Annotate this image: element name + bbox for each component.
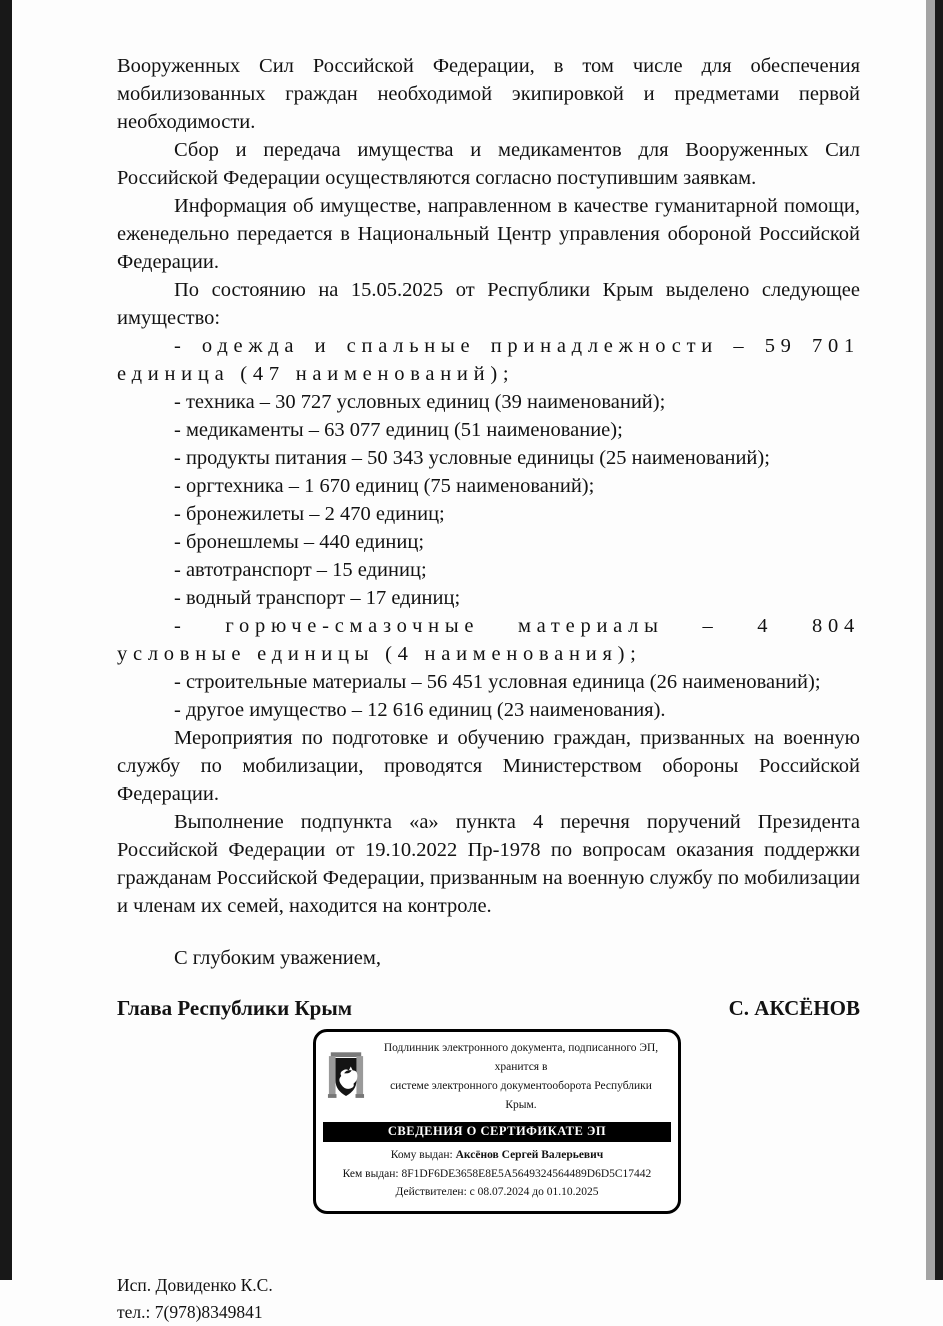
page-edge-right <box>935 0 943 1280</box>
paragraph-6: - техника – 30 727 условных единиц (39 наименований); <box>174 391 666 413</box>
page-edge-left <box>0 0 12 1280</box>
stamp-storage-note-line1: Подлинник электронного документа, подписанного ЭП, хранится в <box>383 1042 659 1073</box>
executor-block <box>117 1272 860 1326</box>
scrollbar-track <box>926 0 935 1280</box>
certificate-header: СВЕДЕНИЯ О СЕРТИФИКАТЕ ЭП <box>323 1122 671 1143</box>
paragraph-17: Мероприятия по подготовке и обучению граждан, призванных на военную службу по мобилизации, проводятся Министерством обороны Российской Федерации. <box>117 727 860 805</box>
certificate-issued-by: Кем выдан: 8F1DF6DE3658E8E5A5649324564489D6D5C17442 <box>342 1167 652 1180</box>
paragraph-11: - бронешлемы – 440 единиц; <box>174 531 425 553</box>
paragraph-5: - одежда и спальные принадлежности – 59 701 единица (47 наименований); <box>117 335 860 385</box>
certificate-issued-to-value: Аксёнов Сергей Валерьевич <box>455 1149 604 1162</box>
paragraph-14: - горюче-смазочные материалы – 4 804 условные единицы (4 наименования); <box>117 615 860 665</box>
paragraph-1: Вооруженных Сил Российской Федерации, в том числе для обеспечения мобилизованных граждан необходимой экипировкой и предметами первой необходимости. <box>117 55 860 133</box>
stamp-storage-note <box>375 1039 667 1115</box>
paragraph-7: - медикаменты – 63 077 единиц (51 наименование); <box>174 419 623 441</box>
signatory-name: С. АКСЁНОВ <box>728 996 860 1020</box>
executor-name: Исп. Довиденко К.С. <box>117 1274 273 1295</box>
paragraph-8: - продукты питания – 50 343 условные единицы (25 наименований); <box>174 447 770 469</box>
paragraph-4: По состоянию на 15.05.2025 от Республики Крым выделено следующее имущество: <box>117 279 860 329</box>
paragraph-9: - оргтехника – 1 670 единиц (75 наименований); <box>174 475 595 497</box>
paragraph-12: - автотранспорт – 15 единиц; <box>174 559 427 581</box>
paragraph-18: Выполнение подпункта «а» пункта 4 перечня поручений Президента Российской Федерации от 19.10.2022 Пр-1978 по вопросам оказания поддержки гражданам Российской Федерации, призванным на военную службу по мобилизации и членам их семей, находится на контроле. <box>117 811 860 917</box>
closing-salutation: С глубоким уважением, <box>174 947 381 969</box>
paragraph-3: Информация об имуществе, направленном в качестве гуманитарной помощи, еженедельно передается в Национальный Центр управления обороной Российской Федерации. <box>117 195 860 273</box>
certificate-issued-to <box>321 1146 673 1164</box>
executor-phone: тел.: 7(978)8349841 <box>117 1301 263 1322</box>
certificate-validity: Действителен: с 08.07.2024 до 01.10.2025 <box>395 1186 599 1199</box>
paragraph-15: - строительные материалы – 56 451 условная единица (26 наименований); <box>174 671 821 693</box>
certificate-issued-to-label: Кому выдан: <box>390 1149 453 1162</box>
digital-signature-stamp <box>313 1029 681 1214</box>
signatory-position: Глава Республики Крым <box>117 996 353 1020</box>
stamp-top-row <box>321 1039 673 1115</box>
signature-row <box>117 994 860 1022</box>
letter-body <box>117 52 860 1326</box>
paragraph-13: - водный транспорт – 17 единиц; <box>174 587 461 609</box>
stamp-storage-note-line2: системе электронного документооборота Республики Крым. <box>390 1079 652 1111</box>
crimea-coat-of-arms-icon <box>327 1052 365 1102</box>
paragraphs-container <box>117 52 860 920</box>
paragraph-16: - другое имущество – 12 616 единиц (23 наименования). <box>174 699 666 721</box>
paragraph-10: - бронежилеты – 2 470 единиц; <box>174 503 445 525</box>
paragraph-2: Сбор и передача имущества и медикаментов для Вооруженных Сил Российской Федерации осуществляются согласно поступившим заявкам. <box>117 139 860 189</box>
